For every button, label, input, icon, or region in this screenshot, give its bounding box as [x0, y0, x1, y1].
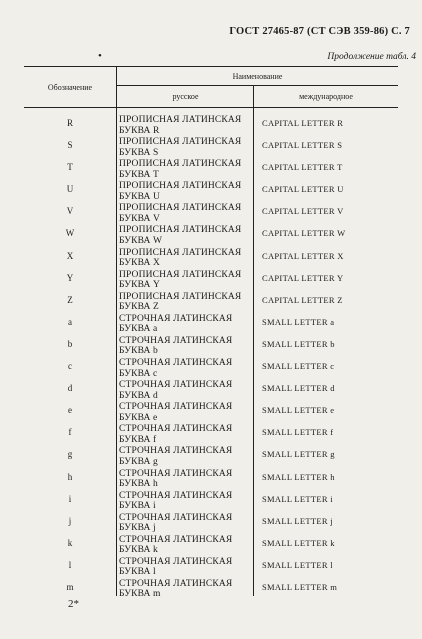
row-international-name: SMALL LETTER d [262, 383, 335, 394]
russian-name-line2: БУКВА U [119, 191, 161, 202]
russian-name-line1: СТРОЧНАЯ ЛАТИНСКАЯ [119, 468, 233, 479]
row-symbol: Y [66, 272, 74, 283]
russian-name-line2: БУКВА W [119, 235, 163, 246]
table-header [24, 66, 398, 108]
table-row [24, 357, 398, 379]
russian-name-line2: БУКВА a [119, 324, 158, 335]
row-symbol: h [67, 471, 73, 482]
row-symbol: j [68, 515, 72, 526]
russian-name-line2: БУКВА j [119, 523, 156, 534]
row-international-name: CAPITAL LETTER Y [262, 272, 344, 283]
row-symbol: T [67, 162, 73, 173]
table-row [24, 114, 398, 136]
speck-mark: • [98, 50, 102, 62]
table-row [24, 247, 398, 269]
russian-name-line1: СТРОЧНАЯ ЛАТИНСКАЯ [119, 556, 233, 567]
table-row [24, 291, 398, 313]
table-row [24, 269, 398, 291]
row-symbol: X [66, 250, 74, 261]
russian-name-line2: БУКВА d [119, 390, 158, 401]
row-symbol: W [65, 228, 75, 239]
russian-name-line1: ПРОПИСНАЯ ЛАТИНСКАЯ [119, 181, 242, 192]
table-row [24, 578, 398, 600]
header-russian: русское [116, 85, 254, 107]
russian-name-line1: СТРОЧНАЯ ЛАТИНСКАЯ [119, 490, 233, 501]
table-row [24, 180, 398, 202]
russian-name-line2: БУКВА i [119, 501, 156, 512]
row-russian-name [119, 115, 253, 136]
row-russian-name [119, 491, 253, 512]
row-symbol: R [66, 118, 73, 128]
table-row [24, 202, 398, 224]
row-international-name: CAPITAL LETTER U [262, 184, 344, 195]
row-international-name: SMALL LETTER j [262, 515, 333, 526]
russian-name-line2: БУКВА Y [119, 280, 161, 291]
row-russian-name [119, 557, 253, 578]
row-international-name: CAPITAL LETTER V [262, 206, 344, 217]
row-symbol: d [67, 383, 73, 394]
russian-name-line2: БУКВА f [119, 434, 157, 445]
table-row [24, 158, 398, 180]
row-symbol: k [67, 537, 73, 548]
table-row [24, 379, 398, 401]
table-row [24, 512, 398, 534]
russian-name-line2: БУКВА S [119, 147, 159, 158]
russian-name-line2: БУКВА g [119, 456, 158, 467]
row-symbol: e [68, 405, 72, 416]
row-international-name: CAPITAL LETTER R [262, 118, 344, 128]
russian-name-line2: БУКВА R [119, 125, 160, 136]
table-row [24, 224, 398, 246]
table-body [24, 108, 398, 600]
row-russian-name [119, 380, 253, 401]
russian-name-line2: БУКВА k [119, 545, 158, 556]
russian-name-line2: БУКВА V [119, 213, 161, 224]
header-international: международное [253, 85, 398, 107]
row-symbol: m [66, 581, 74, 592]
russian-name-line2: БУКВА Z [119, 302, 160, 313]
row-russian-name [119, 292, 253, 313]
row-russian-name [119, 424, 253, 445]
table-row [24, 490, 398, 512]
page-header: ГОСТ 27465-87 (СТ СЭВ 359-86) С. 7 [229, 26, 410, 37]
symbols-table [24, 66, 398, 600]
row-international-name: SMALL LETTER m [262, 581, 338, 592]
table-row [24, 423, 398, 445]
table-row [24, 445, 398, 467]
russian-name-line2: БУКВА c [119, 368, 158, 379]
table-row [24, 136, 398, 158]
row-russian-name [119, 513, 253, 534]
row-international-name: SMALL LETTER b [262, 338, 335, 349]
header-designation: Обозначение [47, 82, 93, 92]
row-symbol: c [68, 361, 72, 372]
russian-name-line2: БУКВА l [119, 567, 156, 578]
russian-name-line1: ПРОПИСНАЯ ЛАТИНСКАЯ [119, 269, 242, 280]
russian-name-line2: БУКВА T [119, 169, 160, 180]
russian-name-line2: БУКВА b [119, 346, 158, 357]
row-russian-name [119, 225, 253, 246]
russian-name-line1: ПРОПИСНАЯ ЛАТИНСКАЯ [119, 115, 242, 125]
russian-name-line1: ПРОПИСНАЯ ЛАТИНСКАЯ [119, 159, 242, 170]
row-symbol: U [66, 184, 74, 195]
russian-name-line1: СТРОЧНАЯ ЛАТИНСКАЯ [119, 578, 233, 589]
row-international-name: CAPITAL LETTER W [262, 228, 346, 239]
header-name: Наименование [116, 67, 398, 86]
table-row [24, 313, 398, 335]
russian-name-line1: ПРОПИСНАЯ ЛАТИНСКАЯ [119, 291, 242, 302]
row-symbol: i [68, 493, 72, 504]
row-international-name: SMALL LETTER i [262, 493, 333, 504]
row-russian-name [119, 203, 253, 224]
russian-name-line1: СТРОЧНАЯ ЛАТИНСКАЯ [119, 446, 233, 457]
row-international-name: SMALL LETTER c [262, 361, 335, 372]
row-international-name: SMALL LETTER k [262, 537, 335, 548]
row-russian-name [119, 402, 253, 423]
russian-name-line2: БУКВА X [119, 258, 161, 269]
row-international-name: CAPITAL LETTER Z [262, 294, 343, 305]
row-symbol: V [66, 206, 74, 217]
row-russian-name [119, 248, 253, 269]
row-russian-name [119, 579, 253, 600]
row-russian-name [119, 314, 253, 335]
row-international-name: SMALL LETTER l [262, 559, 333, 570]
row-international-name: CAPITAL LETTER S [262, 140, 343, 151]
row-symbol: b [67, 338, 73, 349]
russian-name-line2: БУКВА m [119, 589, 161, 600]
russian-name-line1: СТРОЧНАЯ ЛАТИНСКАЯ [119, 380, 233, 391]
row-international-name: SMALL LETTER a [262, 316, 335, 327]
row-symbol: g [67, 449, 73, 460]
russian-name-line1: ПРОПИСНАЯ ЛАТИНСКАЯ [119, 203, 242, 214]
russian-name-line1: СТРОЧНАЯ ЛАТИНСКАЯ [119, 335, 233, 346]
row-russian-name [119, 270, 253, 291]
row-symbol: l [68, 559, 72, 570]
row-symbol: Z [67, 294, 73, 305]
row-russian-name [119, 336, 253, 357]
row-international-name: SMALL LETTER h [262, 471, 335, 482]
row-international-name: SMALL LETTER f [262, 427, 334, 438]
russian-name-line1: ПРОПИСНАЯ ЛАТИНСКАЯ [119, 225, 242, 236]
row-international-name: CAPITAL LETTER T [262, 162, 343, 173]
table-continuation-label: Продолжение табл. 4 [327, 52, 416, 62]
russian-name-line1: СТРОЧНАЯ ЛАТИНСКАЯ [119, 402, 233, 413]
russian-name-line1: ПРОПИСНАЯ ЛАТИНСКАЯ [119, 137, 242, 148]
row-russian-name [119, 181, 253, 202]
row-russian-name [119, 535, 253, 556]
table-row [24, 534, 398, 556]
row-russian-name [119, 446, 253, 467]
row-international-name: SMALL LETTER e [262, 405, 335, 416]
row-symbol: f [68, 427, 72, 438]
row-symbol: S [67, 140, 73, 151]
page-footer-mark: 2* [68, 598, 79, 610]
row-symbol: a [68, 316, 72, 327]
russian-name-line1: СТРОЧНАЯ ЛАТИНСКАЯ [119, 512, 233, 523]
table-row [24, 335, 398, 357]
row-international-name: CAPITAL LETTER X [262, 250, 344, 261]
russian-name-line1: СТРОЧНАЯ ЛАТИНСКАЯ [119, 358, 233, 369]
russian-name-line1: СТРОЧНАЯ ЛАТИНСКАЯ [119, 534, 233, 545]
russian-name-line1: ПРОПИСНАЯ ЛАТИНСКАЯ [119, 247, 242, 258]
russian-name-line1: СТРОЧНАЯ ЛАТИНСКАЯ [119, 313, 233, 324]
table-row [24, 556, 398, 578]
russian-name-line1: СТРОЧНАЯ ЛАТИНСКАЯ [119, 424, 233, 435]
row-russian-name [119, 469, 253, 490]
row-russian-name [119, 358, 253, 379]
russian-name-line2: БУКВА e [119, 412, 158, 423]
row-russian-name [119, 159, 253, 180]
table-row [24, 401, 398, 423]
row-russian-name [119, 137, 253, 158]
russian-name-line2: БУКВА h [119, 479, 158, 489]
row-international-name: SMALL LETTER g [262, 449, 335, 460]
table-row [24, 468, 398, 490]
